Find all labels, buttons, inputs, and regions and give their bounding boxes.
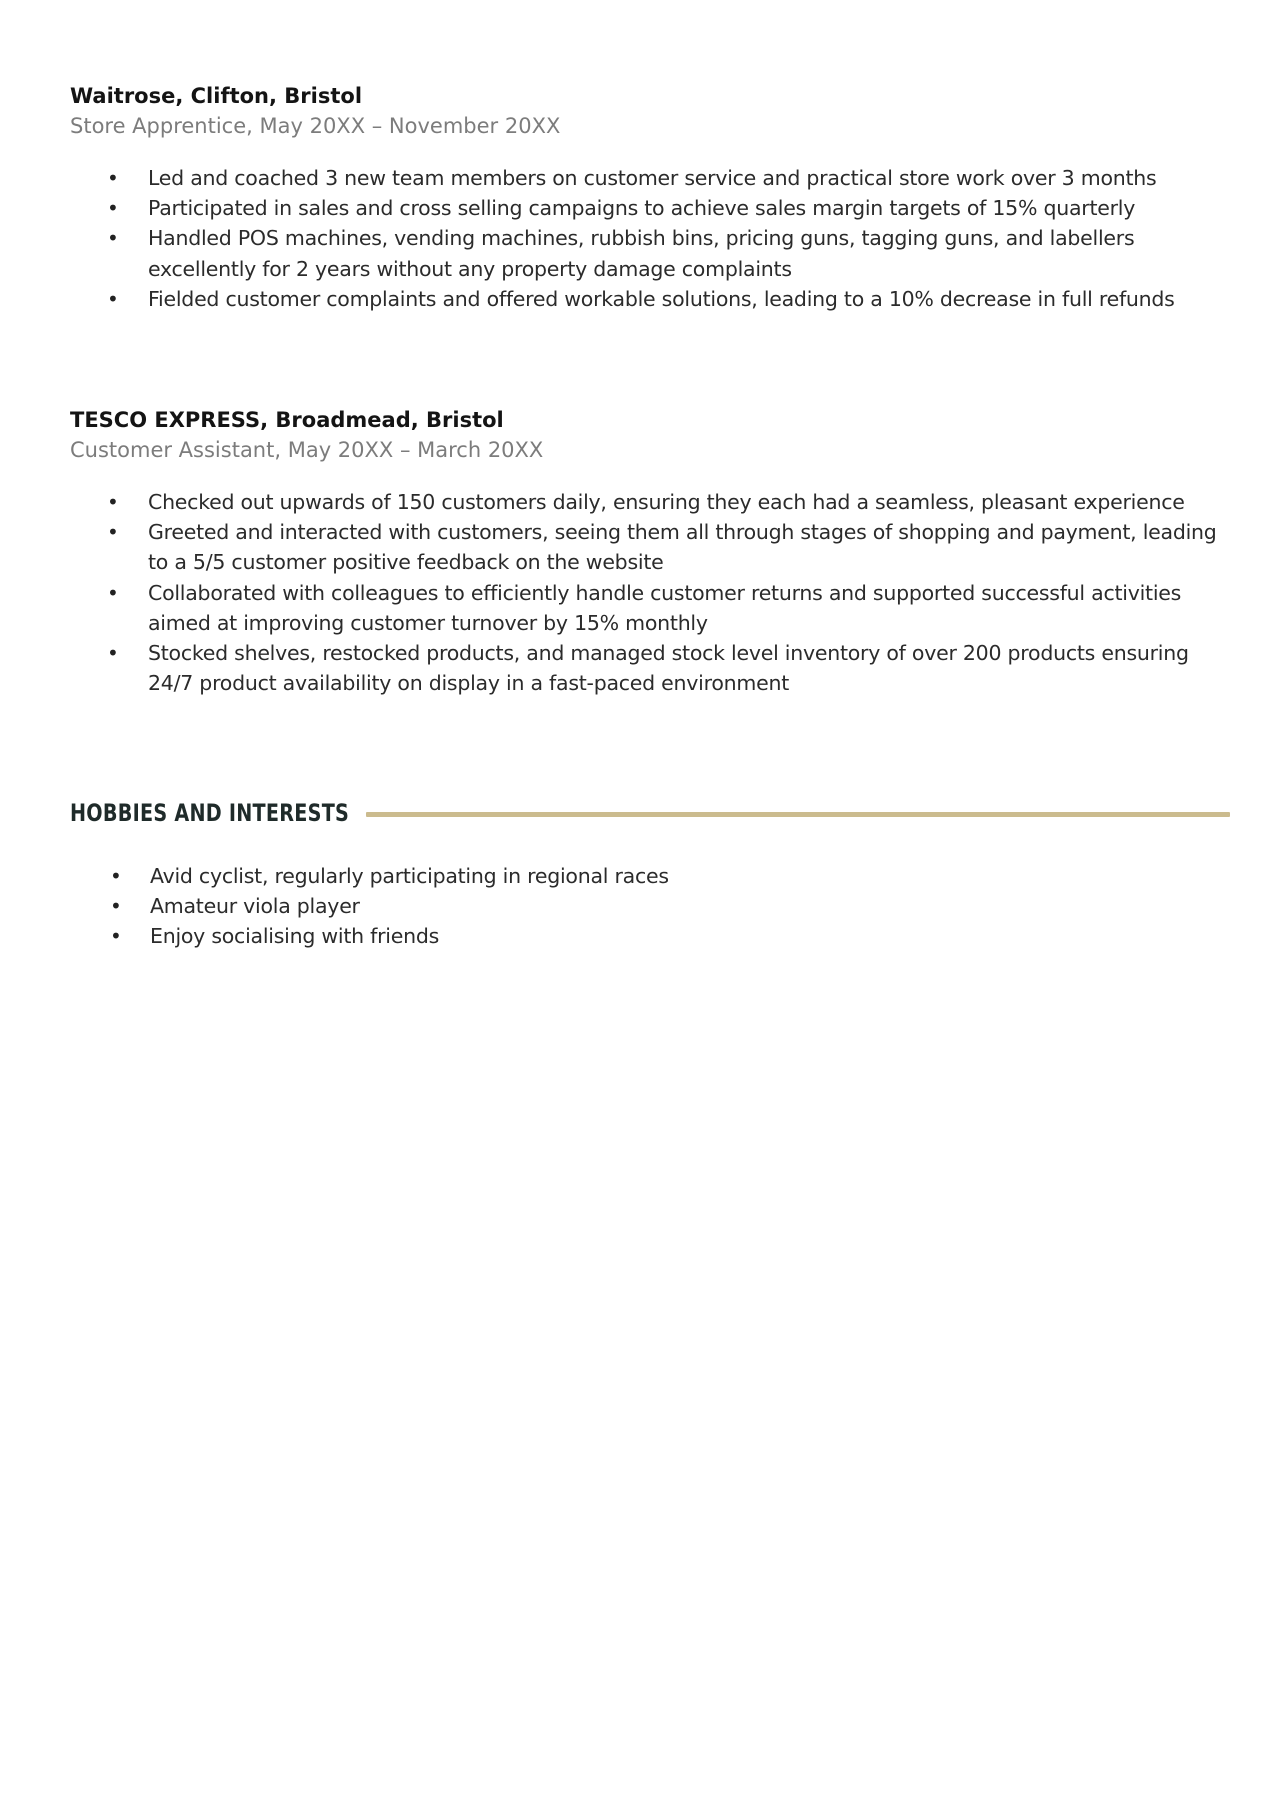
bullet-icon: • xyxy=(107,580,119,605)
job-bullet-text: Participated in sales and cross selling campaigns to achieve sales margin targets of 15% quarterly xyxy=(148,196,1136,221)
bullet-icon: • xyxy=(110,864,122,888)
bullet-icon: • xyxy=(107,286,119,311)
job-bullet-text: Handled POS machines, vending machines, rubbish bins, pricing guns, tagging guns, and labellers excellently for 2 years without any property damage complaints xyxy=(148,226,1135,281)
bullet-icon: • xyxy=(110,894,122,919)
job-entry-tesco xyxy=(70,405,1230,698)
job-bullet xyxy=(70,163,1230,193)
job-bullet-list xyxy=(70,163,1230,314)
hobby-text: Amateur viola player xyxy=(150,894,360,919)
job-bullet-text: Led and coached 3 new team members on customer service and practical store work over 3 months xyxy=(148,166,1157,190)
bullet-icon: • xyxy=(107,226,119,251)
job-bullet xyxy=(70,578,1230,638)
job-bullet xyxy=(70,487,1230,517)
job-role: Customer Assistant, May 20XX – March 20XX xyxy=(70,438,544,462)
bullet-icon: • xyxy=(107,166,119,190)
bullet-icon: • xyxy=(107,196,119,221)
bullet-icon: • xyxy=(110,924,122,949)
hobby-text: Enjoy socialising with friends xyxy=(150,924,440,949)
job-bullet-list xyxy=(70,487,1230,698)
job-bullet xyxy=(70,517,1230,577)
hobbies-section-header xyxy=(70,795,1230,831)
job-bullet xyxy=(70,284,1230,314)
job-bullet xyxy=(70,193,1230,223)
bullet-icon: • xyxy=(107,520,119,545)
section-divider xyxy=(366,812,1230,817)
job-bullet xyxy=(70,223,1230,283)
bullet-icon: • xyxy=(107,641,119,666)
section-title: HOBBIES AND INTERESTS xyxy=(70,799,350,827)
job-company: Waitrose, Clifton, Bristol xyxy=(70,84,363,108)
hobby-item xyxy=(70,861,1230,891)
job-bullet-text: Greeted and interacted with customers, seeing them all through stages of shopping and payment, leading to a 5/5 customer positive feedback on the website xyxy=(148,520,1217,575)
job-bullet-text: Fielded customer complaints and offered workable solutions, leading to a 10% decrease in full refunds xyxy=(148,286,1175,311)
job-bullet-text: Stocked shelves, restocked products, and managed stock level inventory of over 200 products ensuring 24/7 product availability on display in a fast-paced environment xyxy=(148,641,1189,696)
hobbies-list xyxy=(70,861,1230,952)
job-bullet-text: Collaborated with colleagues to efficiently handle customer returns and supported successful activities aimed at improving customer turnover by 15% monthly xyxy=(148,580,1182,635)
job-bullet xyxy=(70,638,1230,698)
hobby-item xyxy=(70,921,1230,951)
job-entry-waitrose xyxy=(70,81,1230,314)
job-bullet-text: Checked out upwards of 150 customers daily, ensuring they each had a seamless, pleasant experience xyxy=(148,490,1185,514)
hobby-item xyxy=(70,891,1230,921)
job-company: TESCO EXPRESS, Broadmead, Bristol xyxy=(70,408,504,432)
hobby-text: Avid cyclist, regularly participating in regional races xyxy=(150,864,669,888)
bullet-icon: • xyxy=(107,490,119,514)
hobbies-section xyxy=(70,861,1230,952)
job-role: Store Apprentice, May 20XX – November 20XX xyxy=(70,114,561,138)
